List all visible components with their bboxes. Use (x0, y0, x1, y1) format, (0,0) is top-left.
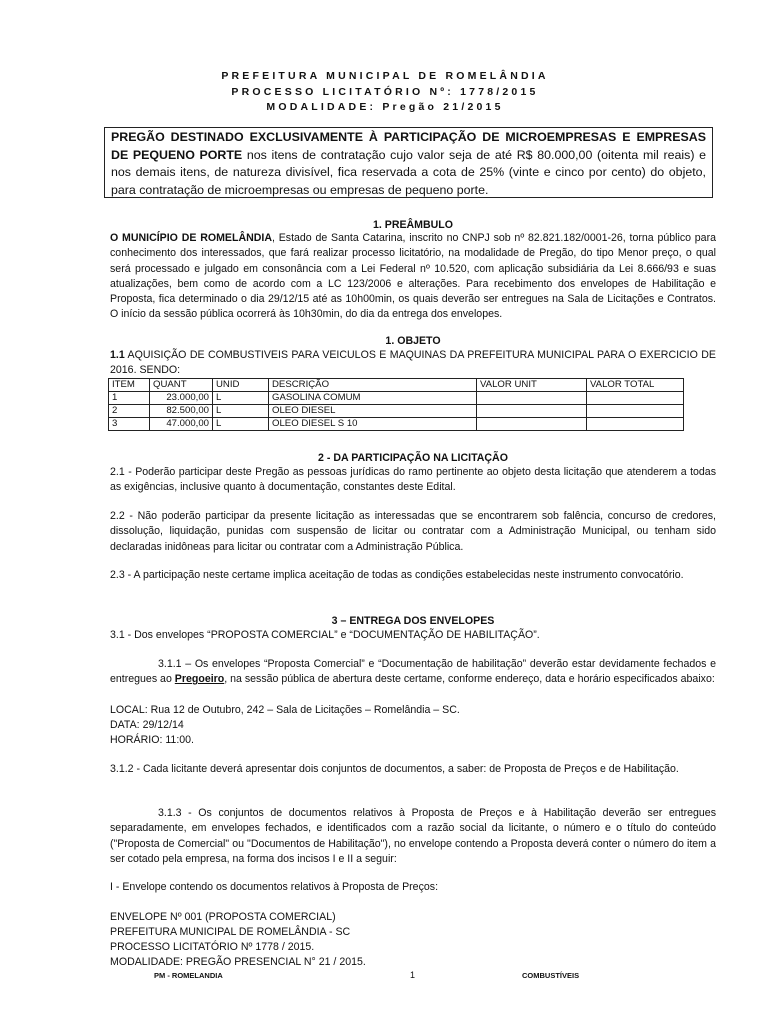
notice-bold-text: PREGÃO DESTINADO EXCLUSIVAMENTE À PARTICIPAÇÃO DE MICROEMPRESAS E EMPRESAS DE PEQUENO PORTE (111, 130, 706, 162)
participacao-paragraph-3: 2.3 - A participação neste certame implica aceitação de todas as condições estabelecidas neste instrumento convocatório. (110, 569, 684, 581)
entrega-local: LOCAL: Rua 12 de Outubro, 242 – Sala de Licitações – Romelândia – SC. (110, 704, 460, 716)
table-row (109, 392, 684, 405)
envelope-intro: I - Envelope contendo os documentos relativos à Proposta de Preços: (110, 881, 439, 893)
entrega-paragraph-3-1: 3.1 - Dos envelopes “PROPOSTA COMERCIAL” e “DOCUMENTAÇÃO DE HABILITAÇÃO”. (110, 629, 540, 641)
participacao-paragraph-1: 2.1 - Poderão participar deste Pregão as pessoas jurídicas do ramo pertinente ao objeto desta licitação que atenderem a todas as exigências, inclusive quanto à documentação, constantes deste Edital. (110, 466, 716, 494)
table-cell: OLEO DIESEL (269, 405, 477, 418)
table-header: DESCRIÇÃO (269, 379, 477, 392)
section-title-preambulo: 1. PREÂMBULO (372, 219, 454, 231)
table-header: VALOR TOTAL (587, 379, 684, 392)
table-cell: 1 (109, 392, 150, 405)
table-cell: L (213, 418, 269, 431)
envelope-line-1: ENVELOPE Nº 001 (PROPOSTA COMERCIAL) (110, 911, 336, 923)
exclusive-notice-box (104, 127, 713, 198)
objeto-text: AQUISIÇÃO DE COMBUSTIVEIS PARA VEICULOS E MAQUINAS DA PREFEITURA MUNICIPAL PARA O EXERCICIO DE 2016. SENDO: (110, 349, 716, 377)
table-row (109, 418, 684, 431)
header-line-3: MODALIDADE: Pregão 21/2015 (266, 101, 504, 113)
table-cell: OLEO DIESEL S 10 (269, 418, 477, 431)
notice-text: nos itens de contratação cujo valor seja de até R$ 80.000,00 (oitenta mil reais) e nos demais itens, de natureza divisível, fica reservada a cota de 25% (vinte e cinco por cento) do objeto, para contratação de microempresas ou empresas de pequeno porte. (111, 147, 706, 197)
table-header: ITEM (109, 379, 150, 392)
entrega-3-1-1-text-c: , na sessão pública de abertura deste certame, conforme endereço, data e horário especificados abaixo: (224, 673, 715, 686)
section-title-objeto: 1. OBJETO (385, 335, 441, 347)
table-header: UNID (213, 379, 269, 392)
entrega-paragraph-3-1-1 (110, 657, 716, 688)
entrega-horario: HORÁRIO: 11:00. (110, 734, 194, 746)
envelope-line-4: MODALIDADE: PREGÃO PRESENCIAL N° 21 / 2015. (110, 956, 366, 968)
table-header: QUANT (150, 379, 213, 392)
table-cell: 23.000,00 (150, 392, 213, 405)
table-cell (477, 418, 587, 431)
participacao-paragraph-2: 2.2 - Não poderão participar da presente licitação as interessadas que se encontrarem sob falência, concurso de credores, dissolução, liquidação, punidas com suspensão de licitar ou contratar com a Administração Municipal, ou tenham sido declaradas inidôneas para licitar ou contratar com a Administração Pública. (110, 510, 716, 553)
objeto-number: 1.1 (110, 349, 125, 361)
entrega-data: DATA: 29/12/14 (110, 719, 184, 731)
table-cell: L (213, 405, 269, 418)
entrega-paragraph-3-1-3: 3.1.3 - Os conjuntos de documentos relativos à Proposta de Preços e à Habilitação deverão ser entregues separadamente, em envelopes fechados, e identificados com a razão social da licitante, o número e o título do conteúdo ("Proposta de Comercial" ou "Documentos de Habilitação"), no envelope contendo a Proposta deverá conter o número do item a ser cotado pela empresa, na forma dos incisos I e II a seguir: (110, 807, 716, 865)
table-cell (587, 405, 684, 418)
footer-left: PM - ROMELANDIA (154, 971, 223, 980)
header-line-1: PREFEITURA MUNICIPAL DE ROMELÂNDIA (221, 70, 549, 82)
items-table (108, 378, 684, 431)
header-line-2: PROCESSO LICITATÓRIO Nº: 1778/2015 (231, 86, 539, 98)
table-cell: L (213, 392, 269, 405)
table-cell: 82.500,00 (150, 405, 213, 418)
table-header-row (109, 379, 684, 392)
preambulo-text: , Estado de Santa Catarina, inscrito no CNPJ sob nº 82.821.182/0001-26, torna público para conhecimento dos interessados, que fará realizar processo licitatório, na modalidade de Pregão, do tipo Menor preço, o qual será processado e julgado em consonância com a Lei Federal nº 10.520, com aplicação subsidiária da Lei 8.666/93 e suas atualizações, bem como de acordo com a LC 123/2006 e alterações. Para recebimento dos envelopes de Habilitação e Proposta, fica determinado o dia 29/12/15 até as 10h00min, os quais deverão ser entregues na Sala de Licitações e Contratos. O início da sessão pública ocorrerá às 10h30min, do dia da entrega dos envelopes. (110, 232, 716, 321)
table-cell (587, 392, 684, 405)
preambulo-bold: O MUNICÍPIO DE ROMELÂNDIA (110, 232, 272, 244)
table-cell: 2 (109, 405, 150, 418)
envelope-line-2: PREFEITURA MUNICIPAL DE ROMELÂNDIA - SC (110, 926, 351, 938)
envelope-line-3: PROCESSO LICITATÓRIO Nº 1778 / 2015. (110, 941, 315, 953)
entrega-paragraph-3-1-2: 3.1.2 - Cada licitante deverá apresentar dois conjuntos de documentos, a saber: de Proposta de Preços e de Habilitação. (110, 763, 679, 775)
table-cell: GASOLINA COMUM (269, 392, 477, 405)
entrega-3-1-1-text-a: 3.1.1 – Os envelopes “Proposta Comercial” e “Documentação de habilitação” deverão estar devidamente fechados e entregues ao (110, 658, 716, 686)
section-title-participacao: 2 - DA PARTICIPAÇÃO NA LICITAÇÃO (318, 452, 508, 464)
table-row (109, 405, 684, 418)
pregoeiro-term: Pregoeiro (174, 673, 225, 686)
footer-page-number: 1 (410, 970, 416, 980)
table-header: VALOR UNIT (477, 379, 587, 392)
footer-right: COMBUSTÍVEIS (522, 971, 580, 980)
table-cell: 3 (109, 418, 150, 431)
table-cell (587, 418, 684, 431)
section-title-entrega: 3 – ENTREGA DOS ENVELOPES (331, 615, 495, 627)
table-cell: 47.000,00 (150, 418, 213, 431)
table-cell (477, 392, 587, 405)
objeto-paragraph (110, 348, 716, 379)
preambulo-paragraph (110, 231, 716, 323)
table-cell (477, 405, 587, 418)
